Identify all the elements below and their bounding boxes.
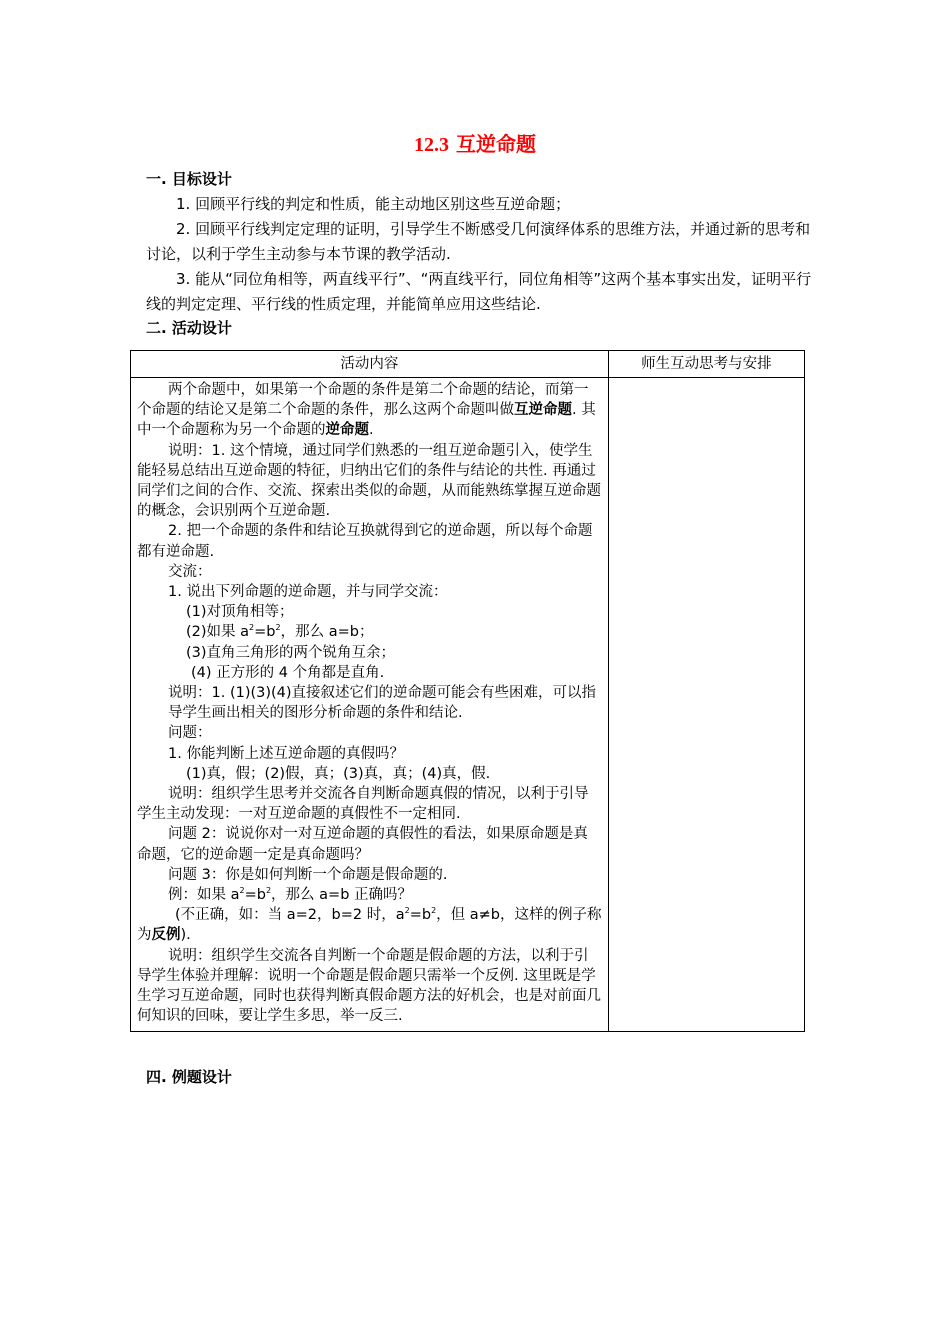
counterexample-sup-2: 2: [431, 906, 437, 916]
activity-table: [130, 350, 805, 1032]
exchange-question: 1. 说出下列命题的逆命题，并与同学交流：: [168, 584, 448, 601]
example-text-a: 例：如果 a: [168, 887, 240, 904]
goals-list: [146, 192, 812, 317]
counterexample-text-a: (不正确，如：当 a=2，b=2 时，a: [175, 907, 405, 924]
answer-1: (1)真，假；(2)假，真；(3)真，真；(4)真，假.: [186, 765, 491, 782]
proposition-4: (4) 正方形的 4 个角都是直角.: [191, 664, 385, 681]
definition-text-2: . 其中一个命题称为另一个命题的: [137, 402, 596, 439]
definition-text: 两个命题中，如果第一个命题的条件是第二个命题的结论，而第一个命题的结论又是第二个命题的条件，那么这两个命题叫做: [137, 382, 589, 419]
note-4: 说明：组织学生思考并交流各自判断命题真假的情况，以利于引导学生主动发现：一对互逆命题的真假性不一定相同.: [137, 786, 589, 823]
counterexample: [137, 905, 602, 945]
example-text-b: =b: [244, 887, 266, 904]
prop2-sup-2: 2: [275, 623, 281, 633]
teacher-student-cell: [608, 378, 804, 1032]
term-converse: 逆命题: [325, 422, 369, 439]
header-teacher-student: 师生互动思考与安排: [608, 351, 804, 378]
prop2-text-b: =b: [254, 624, 276, 641]
question-3: 问题 3：你是如何判断一个命题是假命题的.: [168, 866, 448, 883]
counterexample-text-c: ，但 a≠b，这样的例子称为: [137, 907, 602, 944]
question-1: 1. 你能判断上述互逆命题的真假吗？: [168, 745, 404, 762]
example-sup-2: 2: [265, 886, 272, 896]
note-5: 说明：组织学生交流各自判断一个命题是假命题的方法，以利于引导学生体验并理解：说明一个命题是假命题只需举一个反例. 这里既是学生学习互逆命题，同时也获得判断真假命题方法的好机会，也是对前面几何知识的回味，要让学生多思，举一反三.: [137, 947, 601, 1025]
note-1: 说明：1. 这个情境，通过同学们熟悉的一组互逆命题引入，使学生能轻易总结出互逆命题的特征，归纳出它们的条件与结论的共性. 再通过同学们之间的合作、交流、探索出类似的命题，从而能熟练掌握互逆命题的概念，会识别两个互逆命题.: [137, 442, 601, 520]
section-heading-examples: 四. 例题设计: [146, 1068, 232, 1086]
header-activity-content: 活动内容: [131, 351, 609, 378]
counterexample-end: ).: [180, 927, 191, 944]
example-text-c: ，那么 a=b 正确吗？: [271, 887, 413, 904]
definition-paragraph: [137, 380, 602, 441]
term-inverse-propositions: 互逆命题: [514, 402, 572, 419]
proposition-2: [137, 622, 602, 642]
note-3: 说明：1. (1)(3)(4)直接叙述它们的逆命题可能会有些困难，可以指导学生画出相关的图形分析命题的条件和结论.: [168, 685, 597, 722]
question-2: 问题 2：说说你对一对互逆命题的真假性的看法，如果原命题是真命题，它的逆命题一定是真命题吗？: [137, 826, 588, 863]
proposition-3: (3)直角三角形的两个锐角互余；: [186, 644, 396, 661]
activity-content-cell: [131, 378, 609, 1032]
proposition-1: (1)对顶角相等；: [186, 604, 294, 621]
prop2-sup-1: 2: [249, 623, 255, 633]
counterexample-sup-1: 2: [404, 906, 410, 916]
goal-item-3: 3. 能从“同位角相等，两直线平行”、“两直线平行，同位角相等”这两个基本事实出发，证明平行线的判定定理、平行线的性质定理，并能简单应用这些结论.: [146, 270, 812, 313]
counterexample-text-b: =b: [409, 907, 432, 924]
section-heading-activity: 二. 活动设计: [146, 319, 232, 337]
exchange-label: 交流：: [168, 563, 212, 580]
goal-item-2: 2. 回顾平行线判定定理的证明，引导学生不断感受几何演绎体系的思维方法，并通过新的思考和讨论，以利于学生主动参与本节课的教学活动.: [146, 220, 811, 263]
prop2-text-a: (2)如果 a: [186, 624, 250, 641]
page-title: [0, 128, 950, 157]
definition-end: .: [369, 422, 374, 439]
section-heading-goals: 一. 目标设计: [146, 170, 232, 188]
title-text: 互逆命题: [455, 132, 536, 156]
prop2-text-c: ，那么 a=b；: [280, 624, 374, 641]
question-label: 问题：: [168, 725, 212, 742]
term-counterexample: 反例: [151, 927, 181, 944]
goal-item-1: 1. 回顾平行线的判定和性质，能主动地区别这些互逆命题；: [176, 195, 571, 213]
example: [137, 885, 602, 905]
example-sup-1: 2: [239, 886, 245, 896]
title-number: 12.3: [414, 134, 450, 156]
note-2: 2. 把一个命题的条件和结论互换就得到它的逆命题，所以每个命题都有逆命题.: [137, 523, 593, 560]
